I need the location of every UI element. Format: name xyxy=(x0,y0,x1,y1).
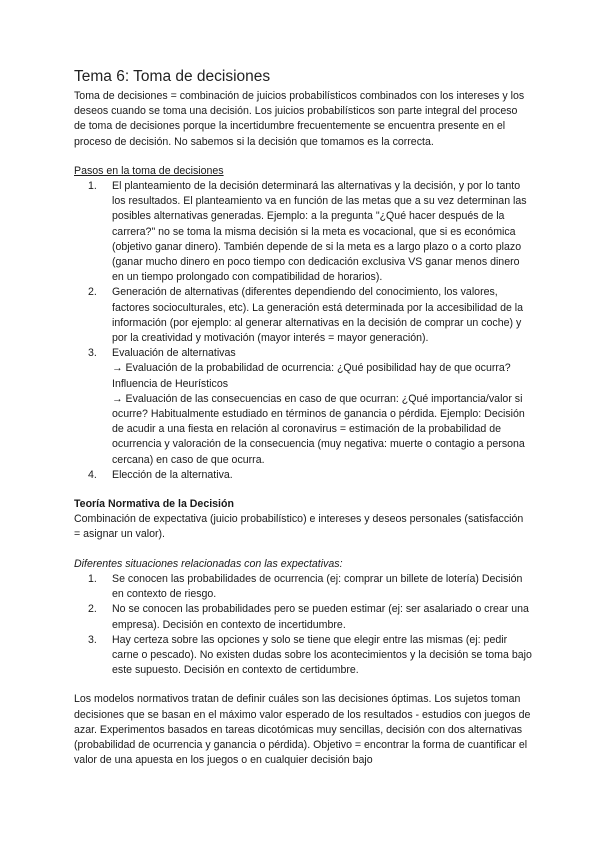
situation-item xyxy=(74,572,532,602)
situation-item xyxy=(74,602,532,632)
page-title: Tema 6: Toma de decisiones xyxy=(74,68,271,85)
models-paragraph: Los modelos normativos tratan de definir cuáles son las decisiones óptimas. Los sujetos toman decisiones que se basan en el máximo valor esperado de los resultados - estudios con juegos de azar. Experimentos basados en tareas dicotómicas muy sencillas, decisión con dos alternativas (probabilidad de ocurrencia y ganancia o pérdida). Objetivo = encontrar la forma de cuantificar el valor de una apuesta en los juegos o en cualquier decisión bajo xyxy=(74,693,531,767)
situations-list xyxy=(74,572,532,678)
step-subpoint: → Evaluación de la probabilidad de ocurrencia: ¿Qué posibilidad hay de que ocurra? Influencia de Heurísticos xyxy=(112,362,511,390)
situations-heading: Diferentes situaciones relacionadas con las expectativas: xyxy=(74,557,343,570)
situation-item xyxy=(74,633,532,679)
situation-number: 3. xyxy=(88,633,97,646)
intro-paragraph: Toma de decisiones = combinación de juicios probabilísticos combinados con los intereses y los deseos cuando se toma una decisión. Los juicios probabilísticos son parte integral del proceso de toma de decisiones porque la incertidumbre frecuentemente se encuentra presente en el proceso de decisión. No sabemos si la decisión que tomamos es la correcta. xyxy=(74,90,525,148)
step-number: 3. xyxy=(88,347,97,360)
situation-number: 1. xyxy=(88,572,97,585)
step-text: Evaluación de alternativas xyxy=(112,347,236,360)
step-text: Elección de la alternativa. xyxy=(112,468,233,481)
steps-section xyxy=(74,164,532,483)
step-number: 2. xyxy=(88,286,97,299)
step-text: El planteamiento de la decisión determinará las alternativas y la decisión, y por lo tanto los resultados. El planteamiento va en función de las metas que a su vez determinan las posibles alternativas generadas. Ejemplo: a la pregunta "¿Qué hacer después de la carrera?" no se toma la misma decisión si la meta es vocacional, que si es económica (objetivo ganar dinero). También depende de si la meta es a largo plazo o a corto plazo (ganar mucho dinero en poco tiempo con dedicación exclusiva VS ganar menos dinero en un tiempo prolongado con compatibilidad de horarios). xyxy=(112,180,527,284)
steps-heading: Pasos en la toma de decisiones xyxy=(74,164,224,177)
step-number: 1. xyxy=(88,180,97,193)
normative-section xyxy=(74,497,532,543)
situation-text: Hay certeza sobre las opciones y solo se tiene que elegir entre las mismas (ej: pedir carne o pescado). No existen dudas sobre los acontecimientos y la decisión se toma bajo este supuesto. Decisión en contexto de certidumbre. xyxy=(112,633,532,677)
step-item xyxy=(74,285,532,346)
step-subpoint: → Evaluación de las consecuencias en caso de que ocurran: ¿Qué importancia/valor si ocurre? Habitualmente estudiado en términos de ganancia o pérdida. Ejemplo: Decisión de acudir a una fiesta en relación al coronavirus = estimación de la probabilidad de ocurrencia y valoración de la consecuencia (muy negativa: muerte o contagio a persona cercana) en caso de que ocurra. xyxy=(112,392,525,466)
steps-list xyxy=(74,179,532,483)
step-text: Generación de alternativas (diferentes dependiendo del conocimiento, los valores, factores socioculturales, etc). La generación está determinada por la accesibilidad de la información (por ejemplo: al generar alternativas en la decisión de comprar un coche) y por la creatividad y motivación (mayor interés = mayor generación). xyxy=(112,286,524,345)
step-item xyxy=(74,179,532,285)
step-number: 4. xyxy=(88,468,97,481)
situation-text: No se conocen las probabilidades pero se pueden estimar (ej: ser asalariado o crear una empresa). Decisión en contexto de incertidumbre. xyxy=(112,603,529,631)
situation-text: Se conocen las probabilidades de ocurrencia (ej: comprar un billete de lotería) Decisión en contexto de riesgo. xyxy=(112,572,523,601)
step-item xyxy=(74,346,532,468)
situation-number: 2. xyxy=(88,603,97,616)
situations-section xyxy=(74,557,532,679)
normative-text: Combinación de expectativa (juicio probabilístico) e intereses y deseos personales (satisfacción = asignar un valor). xyxy=(74,513,524,541)
step-item xyxy=(74,468,532,483)
normative-heading: Teoría Normativa de la Decisión xyxy=(74,498,234,511)
